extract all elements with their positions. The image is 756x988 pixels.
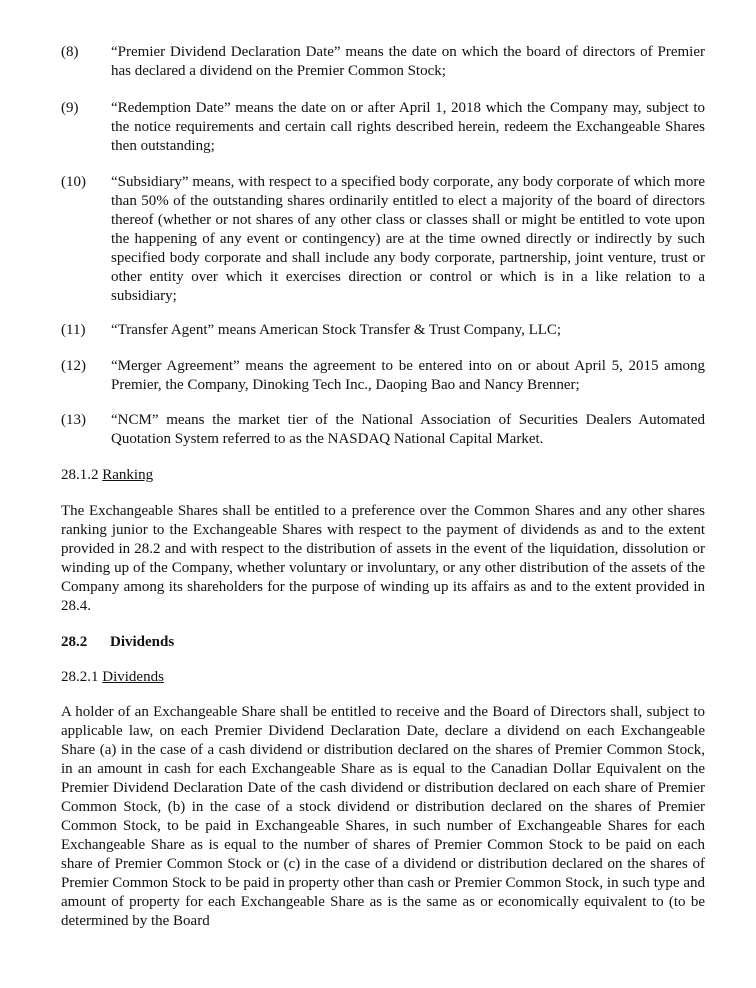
definition-text: “Premier Dividend Declaration Date” means the date on which the board of directors of Premier has declared a dividend on the Premier Common Stock; [111, 44, 705, 79]
ranking-paragraph: The Exchangeable Shares shall be entitled to a preference over the Common Shares and any other shares ranking junior to the Exchangeable Shares with respect to the payment of dividends as and to the extent provided in 28.2 and with respect to the distribution of assets in the event of the liquidation, dissolution or winding up of the Company, whether voluntary or involuntary, or any other distribution of the assets of the Company among its shareholders for the purpose of winding up its affairs as and to the extent provided in 28.4. [61, 503, 705, 614]
ranking-title: Ranking [102, 467, 154, 483]
definition-number: (9) [61, 100, 79, 116]
definition-8 [61, 43, 705, 81]
ranking-heading [61, 466, 153, 485]
definition-text: “Transfer Agent” means American Stock Transfer & Trust Company, LLC; [111, 322, 562, 338]
definition-10 [61, 173, 705, 306]
ranking-number: 28.1.2 [61, 467, 99, 483]
definition-text: “NCM” means the market tier of the National Association of Securities Dealers Automated Quotation System referred to as the NASDAQ National Capital Market. [111, 412, 705, 447]
section-number: 28.2 [61, 634, 88, 650]
definition-12 [61, 357, 705, 395]
definition-number: (8) [61, 44, 79, 60]
definition-number: (10) [61, 174, 86, 190]
definition-number: (11) [61, 322, 86, 338]
definition-11 [61, 321, 705, 340]
definition-text: “Merger Agreement” means the agreement to be entered into on or about April 5, 2015 among Premier, the Company, Dinoking Tech Inc., Daoping Bao and Nancy Brenner; [111, 358, 705, 393]
dividends-paragraph: A holder of an Exchangeable Share shall be entitled to receive and the Board of Directors shall, subject to applicable law, on each Premier Dividend Declaration Date, declare a dividend on each Exchangeable Share (a) in the case of a cash dividend or distribution declared on the shares of Premier Common Stock, in an amount in cash for each Exchangeable Share as is equal to the Canadian Dollar Equivalent on the Premier Dividend Declaration Date of the cash dividend or distribution declared on each share of Premier Common Stock, (b) in the case of a stock dividend or distribution declared on the shares of Premier Common Stock, to be paid in Exchangeable Shares, in such number of Exchangeable Shares for each Exchangeable Share as is equal to the number of shares of Premier Common Stock to be paid on each share of Premier Common Stock or (c) in the case of a dividend or distribution declared on the shares of Premier Common Stock to be paid in property other than cash or Premier Common Stock, in such type and amount of property for each Exchangeable Share as is the same as or economically equivalent to (to be determined by the Board [61, 704, 705, 929]
definition-text: “Redemption Date” means the date on or after April 1, 2018 which the Company may, subject to the notice requirements and certain call rights described herein, redeem the Exchangeable Shares then outstanding; [111, 100, 705, 154]
definition-13 [61, 411, 705, 449]
section-title: Dividends [110, 634, 175, 650]
definition-9 [61, 99, 705, 156]
definition-text: “Subsidiary” means, with respect to a specified body corporate, any body corporate of which more than 50% of the outstanding shares ordinarily entitled to elect a majority of the board of directors thereof (whether or not shares of any other class or classes shall or might be entitled to vote upon the happening of any event or contingency) are at the time owned directly or indirectly by such specified body corporate and shall include any body corporate, partnership, joint venture, trust or other entity over which it exercises direction or control or which is in a like relation to a subsidiary; [111, 174, 705, 304]
dividends-title: Dividends [102, 669, 164, 685]
definition-number: (12) [61, 358, 86, 374]
definition-number: (13) [61, 412, 86, 428]
dividends-heading [61, 668, 164, 687]
section-heading [61, 633, 174, 652]
dividends-number: 28.2.1 [61, 669, 99, 685]
